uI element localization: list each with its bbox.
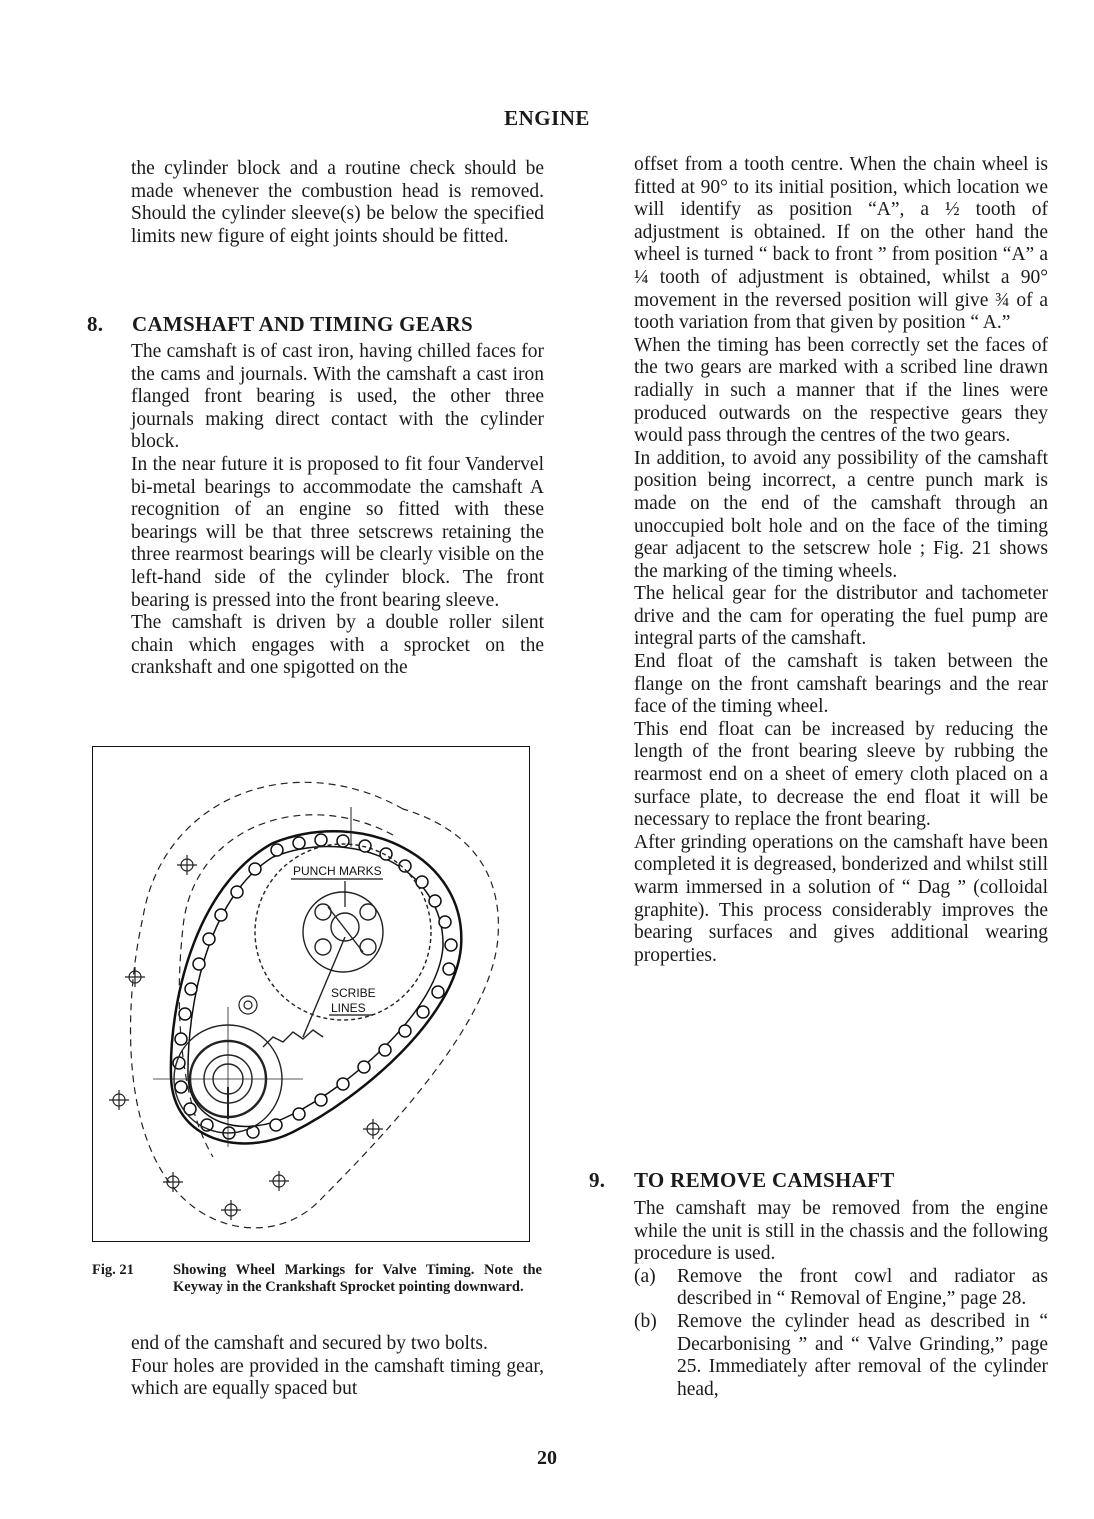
- scribe-label: SCRIBE: [331, 986, 376, 1000]
- paragraph: the cylinder block and a routine check should be made whenever the combustion head is removed. Should the cylinder sleeve(s) be below the specified limits new figure of eight joints should be fitted.: [131, 158, 544, 247]
- section-number: 9.: [589, 1168, 606, 1192]
- section-8-heading: [87, 312, 552, 337]
- section-8-body: [131, 341, 544, 680]
- timing-diagram: [93, 747, 529, 1241]
- right-column: [634, 154, 1048, 967]
- paragraph: This end float can be increased by reducing the length of the front bearing sleeve by rubbing the rearmost end on a sheet of emery cloth placed on a surface plate, to decrease the end float it will be necessary to replace the front bearing.: [634, 718, 1048, 831]
- section-9-body: [634, 1198, 1048, 1401]
- figure-caption-text: Showing Wheel Markings for Valve Timing. Note the Keyway in the Crankshaft Sprocket pointing downward.: [173, 1262, 542, 1295]
- paragraph: When the timing has been correctly set the faces of the two gears are marked with a scribed line drawn radially in such a manner that if the lines were produced outwards on the respective gears they would pass through the centres of the two gears.: [634, 334, 1048, 447]
- paragraph: In addition, to avoid any possibility of the camshaft position being incorrect, a centre punch mark is made on the end of the camshaft through an unoccupied bolt hole and on the face of the timing gear adjacent to the setscrew hole ; Fig. 21 shows the marking of the timing wheels.: [634, 447, 1048, 582]
- running-header: ENGINE: [504, 106, 590, 130]
- section-title: CAMSHAFT AND TIMING GEARS: [132, 312, 474, 336]
- paragraph: After grinding operations on the camshaft have been completed it is degreased, bonderized and whilst still warm immersed in a solution of “ Dag ” (colloidal graphite). This process considerably improves the bearing surfaces and gives additional wearing properties.: [634, 831, 1048, 966]
- paragraph: end of the camshaft and secured by two bolts.: [131, 1333, 488, 1354]
- page-number: 20: [537, 1447, 557, 1469]
- paragraph: The camshaft may be removed from the engine while the unit is still in the chassis and the following procedure is used.: [634, 1198, 1048, 1265]
- list-item: [634, 1266, 1048, 1311]
- left-column-top: [131, 158, 544, 248]
- section-9-heading: [589, 1168, 1054, 1193]
- paragraph: In the near future it is proposed to fit four Vandervel bi-metal bearings to accommodate the camshaft A recognition of an engine so fitted with these bearings will be that three setscrews retaining the three rearmost bearings will be clearly visible on the left-hand side of the cylinder block. The front bearing is pressed into the front bearing sleeve.: [131, 453, 544, 611]
- list-item: [634, 1311, 1048, 1401]
- paragraph: The camshaft is driven by a double roller silent chain which engages with a sprocket on the crankshaft and one spigotted on the: [131, 612, 544, 679]
- list-item-text: Remove the front cowl and radiator as described in “ Removal of Engine,” page 28.: [677, 1265, 1048, 1310]
- list-marker: (a): [634, 1265, 656, 1287]
- paragraph: Four holes are provided in the camshaft timing gear, which are equally spaced but: [131, 1355, 544, 1400]
- list-marker: (b): [634, 1310, 657, 1332]
- list-item-text: Remove the cylinder head as described in “ Decarbonising ” and “ Valve Grinding,” page 25. Immediately after removal of the cylinder head,: [677, 1310, 1048, 1400]
- timing-gear-figure: [92, 746, 530, 1242]
- lines-label: LINES: [331, 1001, 366, 1015]
- punch-marks-label: PUNCH MARKS: [293, 864, 382, 878]
- section-number: 8.: [87, 312, 104, 336]
- paragraph: End float of the camshaft is taken between the flange on the front camshaft bearings and the rear face of the timing wheel.: [634, 651, 1048, 718]
- figure-number: Fig. 21: [92, 1262, 134, 1278]
- left-column-bottom: [131, 1333, 544, 1401]
- chain-rollers: [173, 834, 457, 1139]
- paragraph: The camshaft is of cast iron, having chilled faces for the cams and journals. With the camshaft a cast iron flanged front bearing is used, the other three journals making direct contact with the cylinder block.: [131, 341, 544, 453]
- figure-caption: [92, 1262, 542, 1295]
- paragraph: The helical gear for the distributor and tachometer drive and the cam for operating the fuel pump are integral parts of the camshaft.: [634, 583, 1048, 650]
- bolt-holes: [109, 855, 383, 1220]
- section-title: TO REMOVE CAMSHAFT: [634, 1168, 895, 1192]
- timing-cover-outline: [131, 782, 499, 1228]
- paragraph: offset from a tooth centre. When the chain wheel is fitted at 90° to its initial position, which location we will identify as position “A”, a ½ tooth of adjustment is obtained. If on the other hand the wheel is turned “ back to front ” from position “A” a ¼ tooth of adjustment is obtained, whilst a 90° movement in the reversed position will give ¾ of a tooth variation from that given by position “ A.”: [634, 154, 1048, 334]
